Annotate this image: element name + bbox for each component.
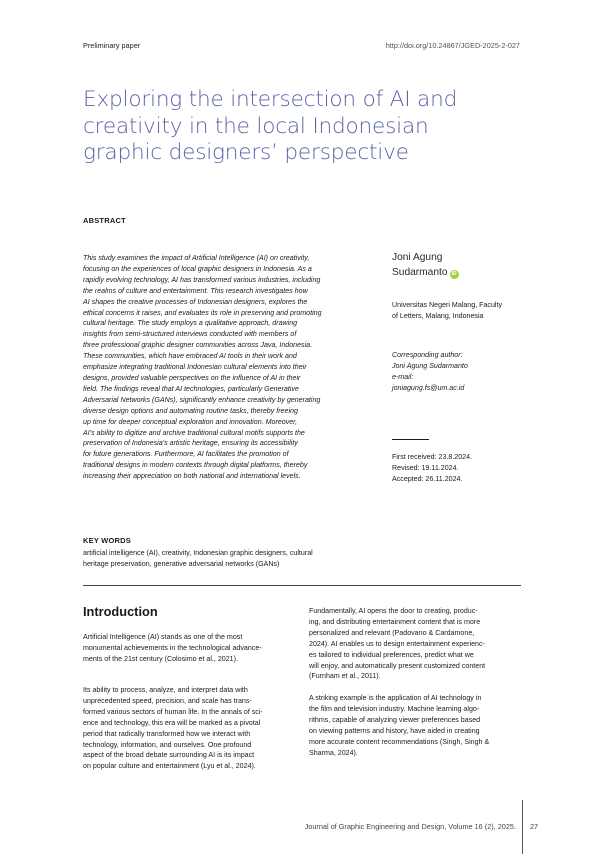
paragraph-line: ence and technology, this era will be marked as a pivotal xyxy=(83,718,261,727)
abstract-line: field. The findings reveal that AI technologies, particularly Generative xyxy=(83,384,299,393)
abstract-line: insights from semi-structured interviews conducted with members of xyxy=(83,330,297,339)
paragraph-line: Fundamentally, AI opens the door to creating, produc- xyxy=(309,607,478,615)
abstract-line: designs, provided valuable perspectives on the influence of AI in their xyxy=(83,373,301,382)
abstract-line: AI’s ability to digitize and archive traditional cultural motifs supports the xyxy=(83,428,305,437)
abstract-line: focusing on the experiences of local graphic designers in Indonesia. As a xyxy=(83,264,312,273)
abstract-heading: ABSTRACT xyxy=(83,216,126,225)
affiliation-line: of Letters, Malang, Indonesia xyxy=(392,311,484,320)
corresponding-author xyxy=(392,350,468,394)
paragraph-line: ing, and distributing entertainment content that is more xyxy=(309,617,481,626)
keywords-line: heritage preservation, generative adversarial networks (GANs) xyxy=(83,559,280,568)
paragraph-line: on popular culture and entertainment (Lyu et al., 2024). xyxy=(83,762,256,771)
section-divider xyxy=(83,585,521,586)
orcid-icon[interactable]: iD xyxy=(451,270,457,277)
keywords-line: artificial intelligence (AI), creativity, Indonesian graphic designers, cultural xyxy=(83,549,313,557)
abstract-line: up time for deeper conceptual exploration and innovation. Moreover, xyxy=(83,417,298,426)
paragraph-line: (Furnham et al., 2011). xyxy=(309,672,381,681)
author-name-line: Joni Agung xyxy=(392,252,443,263)
abstract-line: emphasize integrating traditional Indonesian cultural elements into their xyxy=(83,363,307,372)
abstract-line: This study examines the impact of Artificial Intelligence (AI) on creativity, xyxy=(83,254,310,262)
author-name xyxy=(392,251,459,280)
intro-right-paragraph-2 xyxy=(309,693,489,758)
paragraph-line: Artificial Intelligence (AI) stands as one of the most xyxy=(83,633,243,641)
abstract-line: diverse design options and automating routine tasks, thereby freeing xyxy=(83,406,298,415)
paragraph-line: rithms, capable of analyzing viewer preferences based xyxy=(309,715,481,724)
corresponding-line: e-mail: xyxy=(392,372,414,381)
author-name-line: Sudarmanto xyxy=(392,266,448,278)
abstract-line: for future generations. Furthermore, AI facilitates the promotion of xyxy=(83,450,289,459)
abstract-line: AI shapes the creative processes of Indonesian designers, explores the xyxy=(83,297,308,306)
abstract-line: These communities, which have embraced AI tools in their work and xyxy=(83,352,297,361)
abstract-line: three professional graphic designer communities across Java, Indonesia. xyxy=(83,341,313,350)
affiliation-line: Universitas Negeri Malang, Faculty xyxy=(392,301,502,309)
introduction-heading: Introduction xyxy=(83,604,158,619)
abstract-line: traditional designs in modern contexts through digital platforms, thereby xyxy=(83,461,308,470)
email-link[interactable]: joniagung.fs@um.ac.id xyxy=(392,383,465,392)
paragraph-line: A striking example is the application of AI technology in xyxy=(309,694,482,702)
date-accepted: Accepted: 26.11.2024. xyxy=(392,474,463,483)
paragraph-line: aspect of the broad debate surrounding AI is its impact xyxy=(83,751,255,760)
abstract-line: preservation of Indonesia’s artistic heritage, ensuring its accessibility xyxy=(83,439,298,448)
date-received: First received: 23.8.2024. xyxy=(392,453,473,461)
abstract-line: Adversarial Networks (GANs), significantly enhance creativity by generating xyxy=(83,395,321,404)
abstract-line: rapidly evolving technology, AI has transformed various industries, including xyxy=(83,275,321,284)
paragraph-line: es tailored to individual preferences, predict what we xyxy=(309,650,474,659)
abstract-line: the realms of culture and entertainment. This research investigates how xyxy=(83,286,308,295)
paragraph-line: ments of the 21st century (Colosimo et al., 2021). xyxy=(83,654,238,663)
paragraph-line: will enjoy, and automatically present customized content xyxy=(309,661,486,670)
abstract-line: cultural heritage. The study employs a qualitative approach, drawing xyxy=(83,319,298,328)
title-line: creativity in the local Indonesian xyxy=(83,113,429,139)
paragraph-line: Its ability to process, analyze, and interpret data with xyxy=(83,686,248,694)
abstract-body xyxy=(83,253,383,482)
keywords-body xyxy=(83,548,313,570)
paragraph-line: formed various sectors of human life. In the annals of sci- xyxy=(83,707,263,716)
divider xyxy=(392,439,429,440)
submission-dates xyxy=(392,452,472,485)
abstract-line: ethical concerns it raises, and evaluates its role in preserving and promoting xyxy=(83,308,322,317)
paragraph-line: personalized and relevant (Padovano & Cardamone, xyxy=(309,628,475,637)
intro-left-paragraph-2 xyxy=(83,685,263,772)
corresponding-line: Joni Agung Sudarmanto xyxy=(392,361,468,370)
corresponding-line: Corresponding author: xyxy=(392,351,463,359)
paragraph-line: more accurate content recommendations (Singh, Singh & xyxy=(309,737,490,746)
paragraph-line: 2024). AI enables us to design entertainment experienc- xyxy=(309,639,485,648)
keywords-heading: KEY WORDS xyxy=(83,536,131,545)
paragraph-line: period that radically transformed how we interact with xyxy=(83,729,251,738)
running-header-label: Preliminary paper xyxy=(83,41,141,50)
paragraph-line: Sharma, 2024). xyxy=(309,748,358,757)
page-number: 27 xyxy=(530,822,539,831)
paper-title xyxy=(83,87,523,167)
author-affiliation xyxy=(392,300,502,322)
journal-footer: Journal of Graphic Engineering and Design, Volume 16 (2), 2025. xyxy=(304,822,516,831)
intro-right-paragraph-1 xyxy=(309,606,485,682)
paragraph-line: the film and television industry. Machine learning algo- xyxy=(309,704,480,713)
paragraph-line: monumental achievements in the technological advance- xyxy=(83,643,262,652)
doi-link[interactable]: http://doi.org/10.24867/JGED-2025-2-027 xyxy=(385,41,520,50)
paragraph-line: unprecedented speed, precision, and scale has trans- xyxy=(83,696,252,705)
title-line: graphic designers’ perspective xyxy=(83,140,409,165)
paragraph-line: on viewing patterns and history, have aided in creating xyxy=(309,726,480,735)
intro-left-paragraph-1 xyxy=(83,632,262,665)
date-revised: Revised: 19.11.2024. xyxy=(392,463,459,472)
footer-divider xyxy=(522,800,523,854)
abstract-line: increasing their appreciation on both national and international levels. xyxy=(83,472,301,481)
title-line: Exploring the intersection of AI and xyxy=(83,87,458,112)
paragraph-line: technology, information, and ourselves. One profound xyxy=(83,740,252,749)
